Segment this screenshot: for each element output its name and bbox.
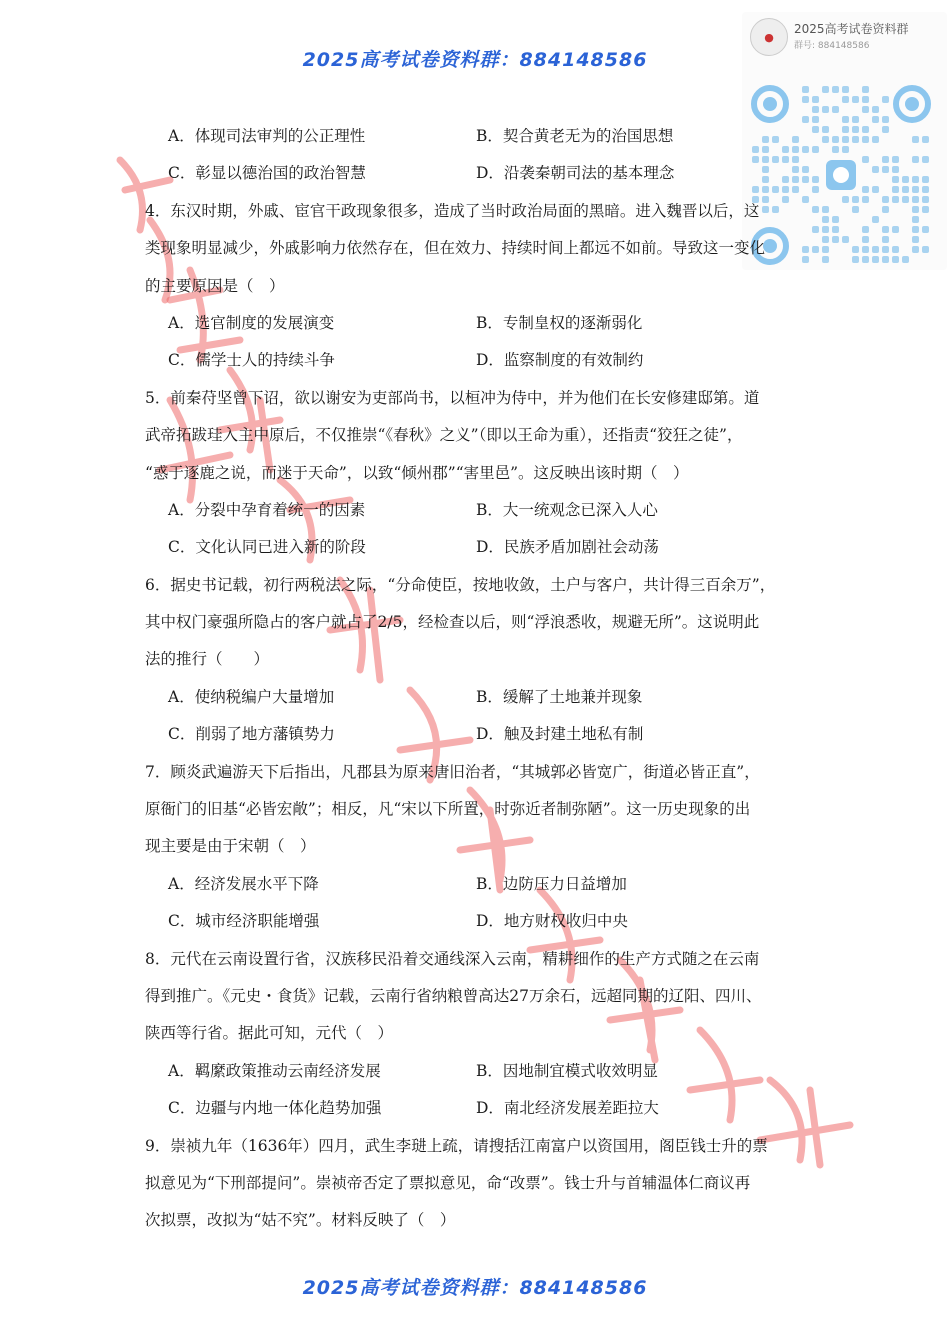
option-row bbox=[145, 155, 815, 192]
answer-option: C．儒学士人的持续斗争 bbox=[168, 351, 335, 370]
option-row bbox=[145, 866, 815, 903]
question-text-line: 5．前秦苻坚曾下诏，欲以谢安为吏部尚书，以桓冲为侍中，并为他们在长安修建邸第。道 bbox=[145, 388, 760, 407]
question-text-line: 其中权门豪强所隐占的客户就占了2/5，经检查以后，则“浮浪悉收，规避无所”。这说明此 bbox=[145, 613, 760, 632]
option-row bbox=[145, 305, 815, 342]
question-text-line: 9．崇祯九年（1636年）四月，武生李琎上疏，请搜括江南富户以资国用，阁臣钱士升的票 bbox=[145, 1136, 768, 1155]
answer-option: B．缓解了土地兼并现象 bbox=[476, 687, 643, 706]
question-text-line: 6．据史书记载，初行两税法之际，“分命使臣，按地收敛，土户与客户，共计得三百余万”， bbox=[145, 575, 776, 594]
answer-option: B．大一统观念已深入人心 bbox=[476, 500, 658, 519]
answer-option: B．边防压力日益增加 bbox=[476, 874, 627, 893]
answer-option: D．地方财权收归中央 bbox=[476, 912, 628, 931]
question-text-line: 武帝拓跋珪入主中原后，不仅推崇“《春秋》之义”（即以王命为重），还指责“狡狂之徒”， bbox=[145, 426, 743, 445]
answer-option: C．削弱了地方藩镇势力 bbox=[168, 725, 335, 744]
answer-option: A．体现司法审判的公正理性 bbox=[168, 127, 366, 145]
option-row bbox=[145, 118, 815, 155]
question-text-line: 得到推广。《元史・食货》记载，云南行省纳粮曾高达27万余石，远超同期的辽阳、四川、 bbox=[145, 986, 762, 1005]
option-row bbox=[145, 1090, 815, 1127]
question-text-line: 4．东汉时期，外戚、宦官干政现象很多，造成了当时政治局面的黑暗。进入魏晋以后，这 bbox=[145, 201, 760, 220]
option-row bbox=[145, 342, 815, 379]
question-text-line: 陕西等行省。据此可知，元代（ ） bbox=[145, 1024, 394, 1043]
answer-option: D．沿袭秦朝司法的基本理念 bbox=[476, 164, 675, 183]
answer-option: B．因地制宜模式收效明显 bbox=[476, 1061, 658, 1080]
answer-option: B．契合黄老无为的治国思想 bbox=[476, 127, 674, 145]
option-row bbox=[145, 679, 815, 716]
option-row bbox=[145, 492, 815, 529]
answer-option: D．监察制度的有效制约 bbox=[476, 351, 644, 370]
answer-option: A．经济发展水平下降 bbox=[168, 874, 319, 893]
footer-banner: 2025高考试卷资料群：884148586 bbox=[302, 1277, 648, 1299]
qr-title: 2025高考试卷资料群 bbox=[794, 22, 909, 36]
option-row bbox=[145, 903, 815, 940]
answer-option: D．民族矛盾加剧社会动荡 bbox=[476, 538, 659, 557]
answer-option: D．南北经济发展差距拉大 bbox=[476, 1099, 659, 1118]
question-text-line: 拟意见为“下刑部提问”。崇祯帝否定了票拟意见，命“改票”。钱士升与首辅温体仁商议再 bbox=[145, 1173, 751, 1192]
answer-option: D．触及封建土地私有制 bbox=[476, 725, 644, 744]
question-text-line: 7．顾炎武遍游天下后指出，凡郡县为原来唐旧治者，“其城郭必皆宽广，街道必皆正直”， bbox=[145, 762, 760, 781]
group-logo-icon: ● bbox=[750, 18, 788, 56]
answer-option: A．羁縻政策推动云南经济发展 bbox=[168, 1061, 381, 1080]
question-text-line: 8．元代在云南设置行省，汉族移民沿着交通线深入云南，精耕细作的生产方式随之在云南 bbox=[145, 949, 760, 968]
question-text-line: 法的推行（ ） bbox=[145, 650, 270, 669]
answer-option: A．分裂中孕育着统一的因素 bbox=[168, 500, 366, 519]
question-text-line: 原衙门的旧基“必皆宏敞”；相反，凡“宋以下所置，时弥近者制弥陋”。这一历史现象的出 bbox=[145, 800, 751, 819]
answer-option: A．使纳税编户大量增加 bbox=[168, 687, 335, 706]
question-text-line: 的主要原因是（ ） bbox=[145, 276, 285, 295]
answer-option: B．专制皇权的逐渐弱化 bbox=[476, 313, 643, 332]
question-text-line: 次拟票，改拟为“姑不究”。材料反映了（ ） bbox=[145, 1211, 456, 1230]
option-row bbox=[145, 1053, 815, 1090]
option-row bbox=[145, 529, 815, 566]
header-banner: 2025高考试卷资料群：884148586 bbox=[302, 49, 648, 71]
question-text-line: 类现象明显减少，外戚影响力依然存在，但在效力、持续时间上都远不如前。导致这一变化 bbox=[145, 239, 766, 258]
option-row bbox=[145, 716, 815, 753]
answer-option: C．文化认同已进入新的阶段 bbox=[168, 538, 366, 557]
qr-subtitle: 群号: 884148586 bbox=[794, 41, 870, 51]
question-text-line: “惑于逐鹿之说，而迷于天命”，以致“倾州郡”“害里邑”。这反映出该时期（ ） bbox=[145, 463, 689, 482]
question-content bbox=[145, 118, 815, 1240]
answer-option: C．边疆与内地一体化趋势加强 bbox=[168, 1099, 382, 1118]
answer-option: C．城市经济职能增强 bbox=[168, 912, 320, 931]
question-text-line: 现主要是由于宋朝（ ） bbox=[145, 837, 316, 856]
answer-option: A．选官制度的发展演变 bbox=[168, 313, 335, 332]
answer-option: C．彰显以德治国的政治智慧 bbox=[168, 164, 366, 183]
